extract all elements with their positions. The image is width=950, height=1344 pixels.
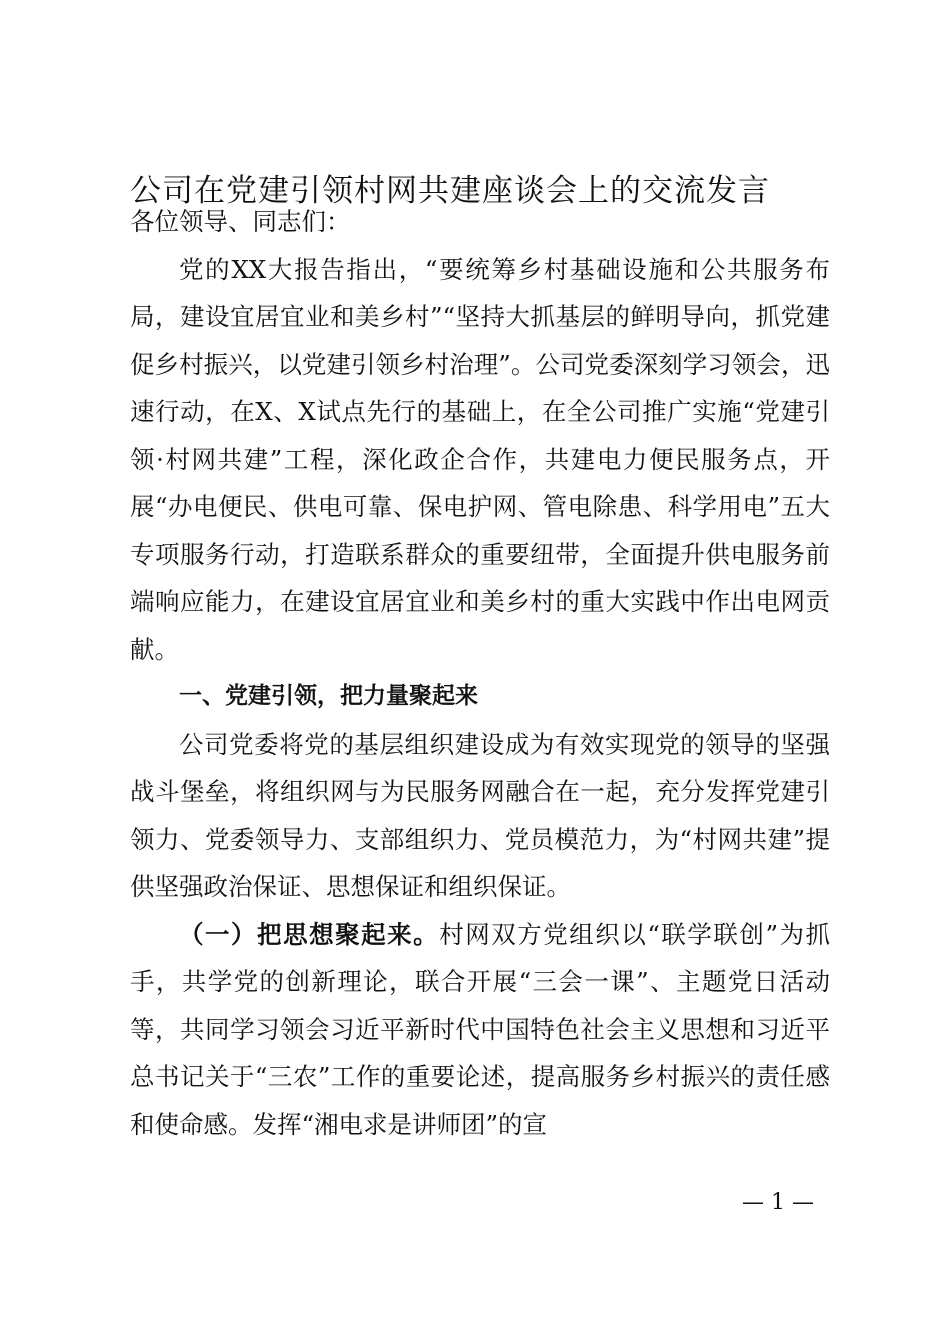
subsection-text: 村网双方党组织以“联学联创”为抓手，共学党的创新理论，联合开展“三会一课”、主题党日活动等，共同学习领会习近平新时代中国特色社会主义思想和习近平总书记关于“三农”工作的重要论述，提高服务乡村振兴的责任感和使命感。发挥“湘电求是讲师团”的宣 [130, 919, 830, 1139]
page-number: — 1 — [742, 1190, 814, 1215]
paragraph-subsection-1 [130, 911, 830, 1149]
paragraph-intro: 党的XX大报告指出，“要统筹乡村基础设施和公共服务布局，建设宜居宜业和美乡村”“坚持大抓基层的鲜明导向，抓党建促乡村振兴，以党建引领乡村治理”。公司党委深刻学习领会，迅速行动，在X、X试点先行的基础上，在全公司推广实施“党建引领·村网共建”工程，深化政企合作，共建电力便民服务点，开展“办电便民、供电可靠、保电护网、管电除患、科学用电”五大专项服务行动，打造联系群众的重要纽带，全面提升供电服务前端响应能力，在建设宜居宜业和美乡村的重大实践中作出电网贡献。 [130, 254, 830, 664]
paragraph-section-1: 公司党委将党的基层组织建设成为有效实现党的领导的坚强战斗堡垒，将组织网与为民服务网融合在一起，充分发挥党建引领力、党委领导力、支部组织力、党员模范力，为“村网共建”提供坚强政治保证、思想保证和组织保证。 [130, 729, 830, 901]
subsection-lead: （一）把思想聚起来。 [179, 919, 440, 949]
document-body [130, 198, 830, 1148]
salutation: 各位领导、同志们： [130, 207, 351, 236]
document-title: 公司在党建引领村网共建座谈会上的交流发言 [130, 173, 770, 209]
section-heading-1: 一、党建引领，把力量聚起来 [179, 683, 478, 709]
